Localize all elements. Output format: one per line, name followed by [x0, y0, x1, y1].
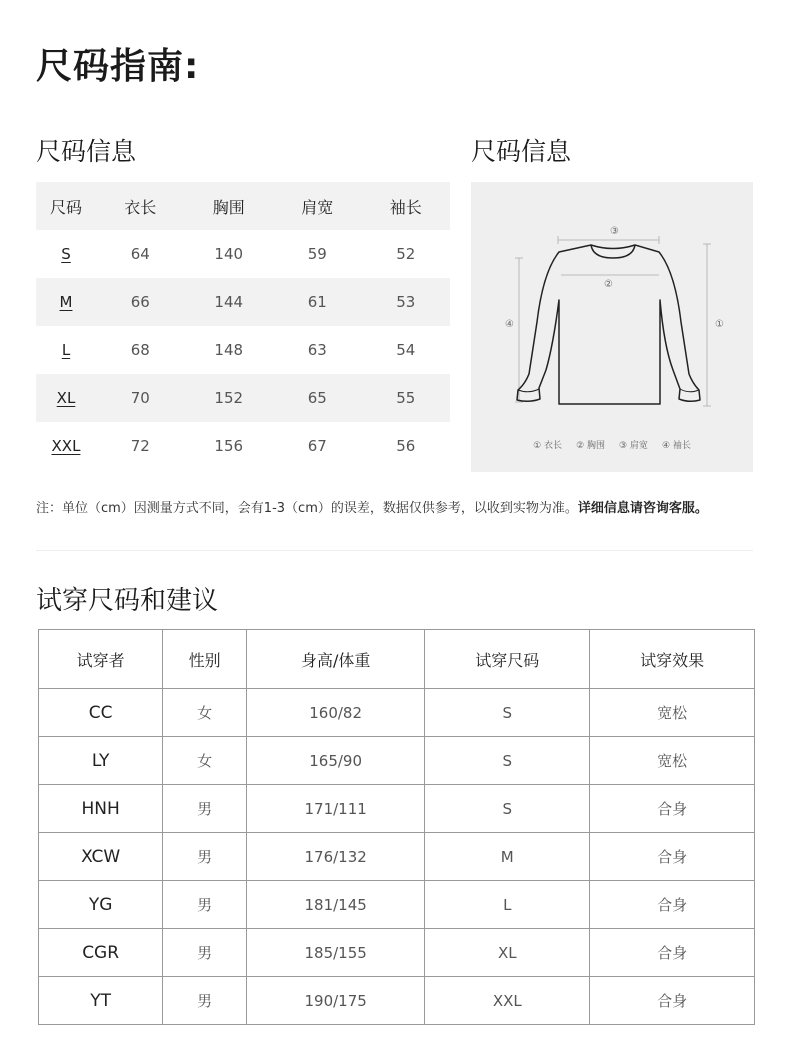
trial-heading: 试穿尺码和建议 [36, 586, 219, 616]
table-row [39, 881, 755, 929]
section-divider [36, 550, 753, 551]
tester-name: CC [39, 689, 163, 737]
table-cell: S [425, 689, 590, 737]
header-cell: 性别 [163, 630, 247, 689]
table-cell: 63 [307, 341, 327, 359]
sweater-diagram [471, 182, 753, 472]
table-cell: 宽松 [590, 737, 755, 785]
table-cell: 男 [163, 929, 247, 977]
size-table-header [36, 182, 450, 230]
table-cell: S [425, 785, 590, 833]
header-cell: 试穿者 [39, 630, 163, 689]
header-cell: 肩宽 [273, 182, 362, 230]
legend-item: ① 衣长 [533, 441, 563, 451]
table-cell: 67 [307, 437, 327, 455]
table-cell: 72 [130, 437, 150, 455]
table-row [39, 737, 755, 785]
table-cell: 152 [185, 374, 274, 422]
table-cell: 185/155 [246, 929, 424, 977]
header-cell: 袖长 [362, 182, 451, 230]
header-cell: 尺码 [36, 182, 96, 230]
table-cell: S [425, 737, 590, 785]
table-row [39, 689, 755, 737]
table-cell: 52 [396, 245, 416, 263]
table-row [39, 929, 755, 977]
size-link[interactable]: XL [36, 374, 96, 422]
table-cell: 70 [96, 374, 185, 422]
table-cell: 181/145 [246, 881, 424, 929]
table-cell: 65 [273, 374, 362, 422]
table-cell: 64 [130, 245, 150, 263]
size-link[interactable]: M [36, 278, 96, 326]
table-cell: 55 [362, 374, 451, 422]
header-cell: 试穿尺码 [425, 630, 590, 689]
tester-name: HNH [39, 785, 163, 833]
table-row [39, 833, 755, 881]
table-cell: 女 [163, 689, 247, 737]
size-table [36, 182, 450, 470]
table-cell: 171/111 [246, 785, 424, 833]
size-info-heading: 尺码信息 [36, 137, 137, 166]
table-cell: 合身 [590, 785, 755, 833]
table-cell: 53 [362, 278, 451, 326]
trial-table [38, 629, 755, 1025]
table-cell: 宽松 [590, 689, 755, 737]
table-cell: 59 [307, 245, 327, 263]
header-cell: 身高/体重 [246, 630, 424, 689]
table-cell: 54 [396, 341, 416, 359]
table-cell: XXL [425, 977, 590, 1025]
table-cell: 156 [214, 437, 244, 455]
table-cell: 140 [214, 245, 244, 263]
table-cell: 165/90 [246, 737, 424, 785]
marker-shoulder: ③ [610, 226, 619, 237]
tester-name: LY [39, 737, 163, 785]
table-cell: 190/175 [246, 977, 424, 1025]
tester-name: CGR [39, 929, 163, 977]
header-cell: 胸围 [185, 182, 274, 230]
table-cell: 56 [396, 437, 416, 455]
size-link[interactable]: L [61, 341, 71, 359]
table-row [39, 977, 755, 1025]
marker-length: ① [715, 319, 724, 330]
table-cell: 男 [163, 977, 247, 1025]
table-row [39, 785, 755, 833]
table-row [36, 422, 450, 470]
table-cell: 合身 [590, 977, 755, 1025]
legend-item: ② 胸围 [576, 441, 605, 451]
table-cell: 男 [163, 833, 247, 881]
table-cell: 男 [163, 881, 247, 929]
table-cell: L [425, 881, 590, 929]
marker-chest: ② [604, 279, 613, 290]
table-cell: 66 [96, 278, 185, 326]
tester-name: XCW [39, 833, 163, 881]
table-cell: 合身 [590, 929, 755, 977]
diagram-heading: 尺码信息 [471, 137, 572, 166]
table-cell: XL [425, 929, 590, 977]
header-cell: 衣长 [96, 182, 185, 230]
table-cell: 68 [130, 341, 150, 359]
trial-table-header [39, 630, 755, 689]
table-cell: 144 [185, 278, 274, 326]
tester-name: YG [39, 881, 163, 929]
note-contact: 详细信息请咨询客服。 [577, 501, 708, 516]
page-title: 尺码指南: [36, 46, 200, 87]
size-link[interactable]: S [61, 245, 71, 263]
size-link[interactable]: XXL [51, 437, 81, 455]
table-cell: M [425, 833, 590, 881]
diagram-legend [471, 438, 753, 451]
table-cell: 合身 [590, 833, 755, 881]
note-text: 注：单位（cm）因测量方式不同，会有1-3（cm）的误差，数据仅供参考，以收到实物为准。 [36, 501, 578, 516]
legend-item: ④ 袖长 [661, 441, 691, 451]
table-cell: 合身 [590, 881, 755, 929]
marker-sleeve: ④ [505, 319, 514, 330]
table-cell: 男 [163, 785, 247, 833]
table-row [36, 278, 450, 326]
table-row [36, 230, 450, 278]
table-cell: 女 [163, 737, 247, 785]
header-cell: 试穿效果 [590, 630, 755, 689]
legend-item: ③ 肩宽 [619, 441, 648, 451]
measurement-note [36, 497, 708, 516]
table-cell: 61 [273, 278, 362, 326]
table-row [36, 374, 450, 422]
table-cell: 148 [214, 341, 244, 359]
table-cell: 176/132 [246, 833, 424, 881]
table-cell: 160/82 [246, 689, 424, 737]
tester-name: YT [39, 977, 163, 1025]
table-row [36, 326, 450, 374]
